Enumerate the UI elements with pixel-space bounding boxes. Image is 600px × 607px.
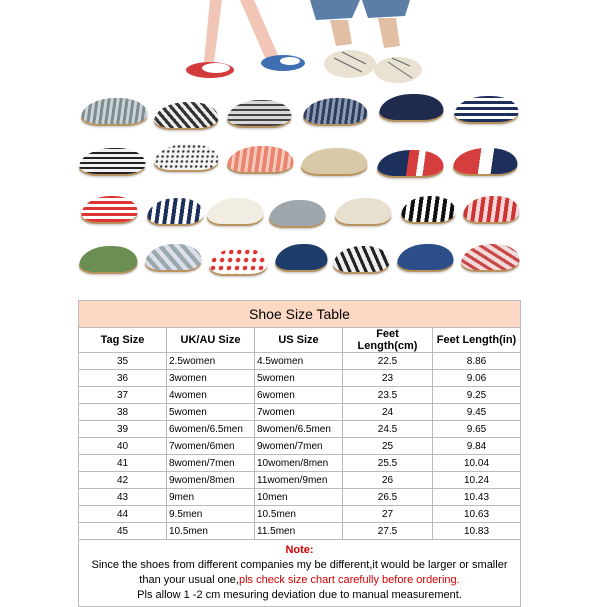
table-cell: 9women/7men <box>255 438 343 455</box>
column-header-us-size: US Size <box>255 328 343 353</box>
shoe-image <box>268 200 328 226</box>
table-cell: 9.65 <box>433 421 521 438</box>
table-cell: 25 <box>343 438 433 455</box>
shoe-image <box>460 244 522 270</box>
table-cell: 25.5 <box>343 455 433 472</box>
shoe-image <box>78 148 148 174</box>
note-label: Note: <box>285 544 314 556</box>
product-photo <box>0 0 600 290</box>
shoe-image <box>226 146 296 172</box>
shoe-image <box>400 196 458 222</box>
table-cell: 27 <box>343 506 433 523</box>
table-cell: 9men <box>167 489 255 506</box>
shoe-image <box>144 244 204 270</box>
shoe-image <box>452 148 520 174</box>
table-cell: 8.86 <box>433 353 521 370</box>
note-line-2-text: than your usual one, <box>139 574 239 586</box>
table-cell: 23.5 <box>343 387 433 404</box>
table-cell: 27.5 <box>343 523 433 540</box>
table-cell: 9women/8men <box>167 472 255 489</box>
table-cell: 4.5women <box>255 353 343 370</box>
table-cell: 7women/6men <box>167 438 255 455</box>
column-header-feet-length-in: Feet Length(in) <box>433 328 521 353</box>
table-cell: 40 <box>79 438 167 455</box>
shoe-image <box>153 144 221 170</box>
table-cell: 3women <box>167 370 255 387</box>
table-cell: 8women/6.5men <box>255 421 343 438</box>
table-cell: 9.25 <box>433 387 521 404</box>
table-cell: 11.5men <box>255 523 343 540</box>
shoe-size-table <box>78 300 521 607</box>
table-row <box>79 421 521 438</box>
column-header-tag-size: Tag Size <box>79 328 167 353</box>
shoe-image <box>80 98 150 124</box>
table-title: Shoe Size Table <box>79 301 521 328</box>
note-line-2 <box>81 573 518 588</box>
column-header-feet-length-cm: Feet Length(cm) <box>343 328 433 353</box>
table-cell: 45 <box>79 523 167 540</box>
table-row <box>79 455 521 472</box>
table-cell: 10.5men <box>167 523 255 540</box>
shoe-image <box>78 246 140 272</box>
table-cell: 9.5men <box>167 506 255 523</box>
shoe-collection-image <box>0 0 600 290</box>
shoe-image <box>226 100 294 126</box>
table-cell: 39 <box>79 421 167 438</box>
shoe-image <box>396 244 456 270</box>
note-box <box>79 540 521 607</box>
table-cell: 6women/6.5men <box>167 421 255 438</box>
table-cell: 2.5women <box>167 353 255 370</box>
table-cell: 5women <box>167 404 255 421</box>
note-line-3: Pls allow 1 -2 cm mesuring deviation due to manual measurement. <box>137 589 462 601</box>
note-line-1: Since the shoes from different companies my be different,it would be larger or smaller <box>91 559 508 571</box>
shoe-image <box>334 198 394 224</box>
table-cell: 44 <box>79 506 167 523</box>
table-cell: 26 <box>343 472 433 489</box>
table-cell: 10.24 <box>433 472 521 489</box>
shoe-image <box>300 148 370 174</box>
table-row <box>79 353 521 370</box>
table-cell: 9.45 <box>433 404 521 421</box>
table-cell: 10.5men <box>255 506 343 523</box>
shoe-image <box>208 248 270 274</box>
table-cell: 11women/9men <box>255 472 343 489</box>
table-cell: 41 <box>79 455 167 472</box>
table-cell: 10men <box>255 489 343 506</box>
shoe-image <box>378 94 446 120</box>
table-cell: 8women/7men <box>167 455 255 472</box>
table-cell: 9.84 <box>433 438 521 455</box>
table-cell: 5women <box>255 370 343 387</box>
table-body <box>79 353 521 540</box>
table-cell: 10.63 <box>433 506 521 523</box>
table-cell: 38 <box>79 404 167 421</box>
table-cell: 10.04 <box>433 455 521 472</box>
table-row <box>79 489 521 506</box>
table-cell: 7women <box>255 404 343 421</box>
table-row <box>79 438 521 455</box>
shoe-image <box>332 246 392 272</box>
shoe-image <box>146 198 206 224</box>
table-row <box>79 506 521 523</box>
table-cell: 9.06 <box>433 370 521 387</box>
shoe-image <box>376 150 446 176</box>
table-cell: 24 <box>343 404 433 421</box>
table-cell: 10.83 <box>433 523 521 540</box>
table-row <box>79 472 521 489</box>
table-header-row <box>79 328 521 353</box>
table-cell: 43 <box>79 489 167 506</box>
table-cell: 26.5 <box>343 489 433 506</box>
shoe-image <box>206 198 266 224</box>
table-cell: 42 <box>79 472 167 489</box>
table-row <box>79 387 521 404</box>
table-cell: 10.43 <box>433 489 521 506</box>
column-header-uk-au-size: UK/AU Size <box>167 328 255 353</box>
shoe-image <box>302 98 370 124</box>
table-cell: 22.5 <box>343 353 433 370</box>
table-row <box>79 404 521 421</box>
shoe-image <box>80 196 140 222</box>
table-cell: 36 <box>79 370 167 387</box>
table-row <box>79 370 521 387</box>
shoe-image <box>453 96 521 122</box>
table-cell: 24.5 <box>343 421 433 438</box>
shoe-image <box>274 244 330 270</box>
table-row <box>79 523 521 540</box>
note-warning-text: pls check size chart carefully before ordering. <box>238 574 460 586</box>
table-cell: 23 <box>343 370 433 387</box>
table-cell: 6women <box>255 387 343 404</box>
table-cell: 10women/8men <box>255 455 343 472</box>
shoe-image <box>462 196 522 222</box>
shoe-image <box>153 102 221 128</box>
table-cell: 4women <box>167 387 255 404</box>
table-cell: 35 <box>79 353 167 370</box>
table-cell: 37 <box>79 387 167 404</box>
